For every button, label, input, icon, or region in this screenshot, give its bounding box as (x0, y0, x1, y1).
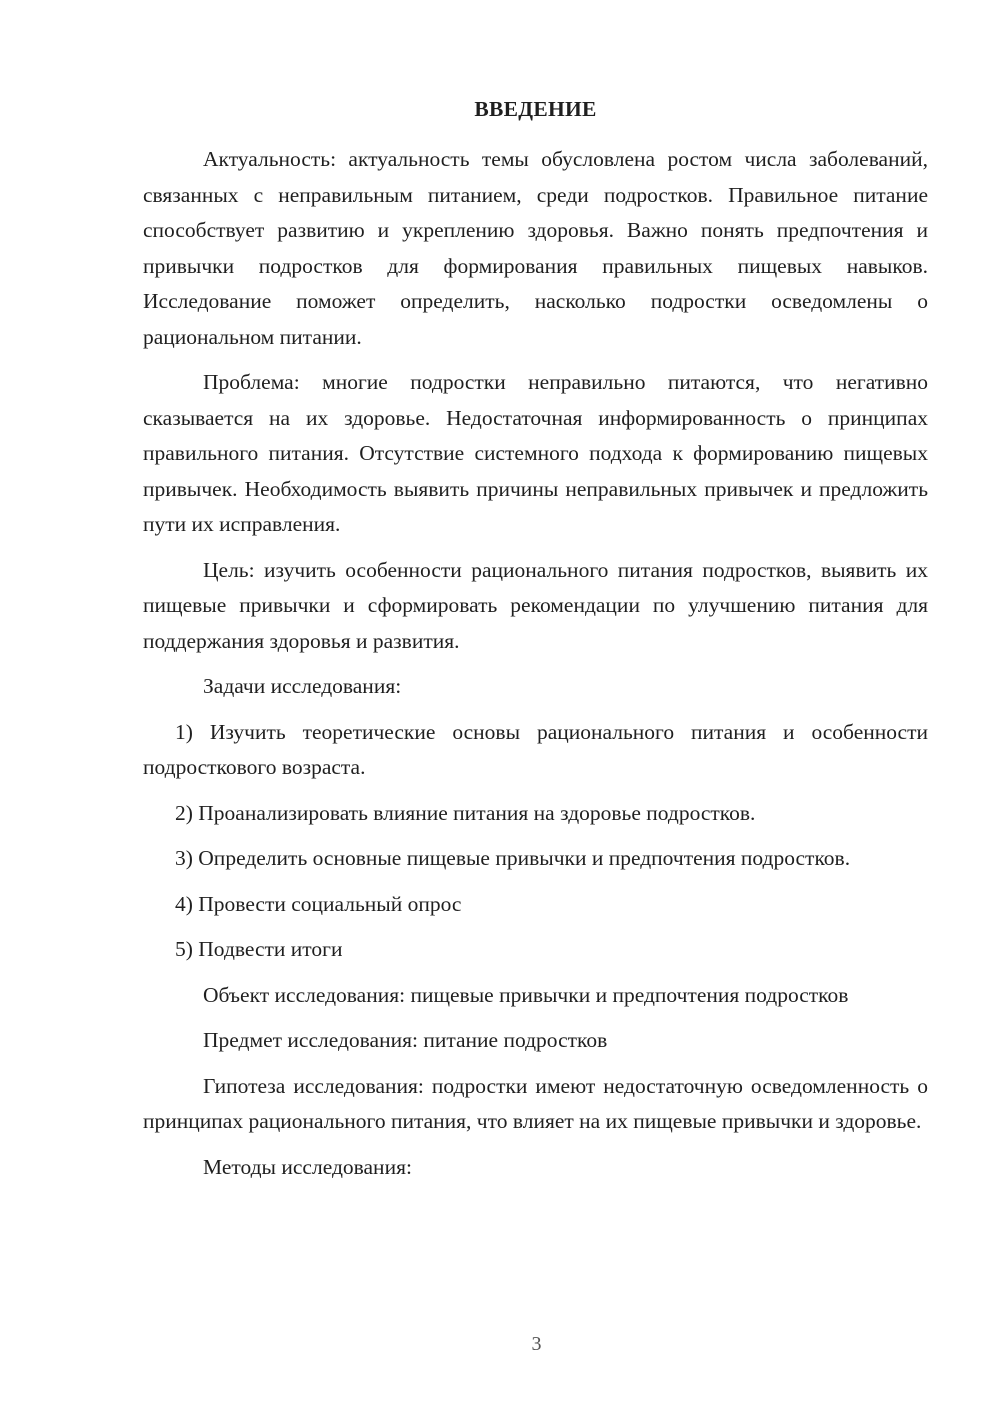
task-item: 4) Провести социальный опрос (175, 891, 462, 916)
relevance-paragraph: Актуальность: актуальность темы обусловлена ростом числа заболеваний, связанных с неправильным питанием, среди подростков. Правильное питание способствует развитию и укреплению здоровья. Важно понять предпочтения и привычки подростков для формирования правильных пищевых навыков. Исследование поможет определить, насколько подростки осведомлены о рациональном питании. (143, 147, 928, 349)
page-number: 3 (531, 1333, 542, 1355)
problem-paragraph: Проблема: многие подростки неправильно питаются, что негативно сказывается на их здоровье. Недостаточная информированность о принципах правильного питания. Отсутствие системного подхода к формированию пищевых привычек. Необходимость выявить причины неправильных привычек и предложить пути их исправления. (143, 370, 928, 536)
task-item: 5) Подвести итоги (175, 937, 343, 961)
subject-paragraph: Предмет исследования: питание подростков (203, 1028, 608, 1052)
section-title: ВВЕДЕНИЕ (474, 97, 597, 121)
hypothesis-paragraph: Гипотеза исследования: подростки имеют недостаточную осведомленность о принципах рационального питания, что влияет на их пищевые привычки и здоровье. (143, 1073, 928, 1133)
task-item: 2) Проанализировать влияние питания на здоровье подростков. (175, 800, 756, 825)
task-item: 3) Определить основные пищевые привычки и предпочтения подростков. (175, 846, 851, 870)
goal-paragraph: Цель: изучить особенности рационального питания подростков, выявить их пищевые привычки и сформировать рекомендации по улучшению питания для поддержания здоровья и развития. (143, 557, 928, 653)
task-item: 1) Изучить теоретические основы рационального питания и особенности подросткового возраста. (143, 719, 928, 779)
page-content (143, 92, 928, 1195)
methods-heading: Методы исследования: (203, 1154, 412, 1179)
object-paragraph: Объект исследования: пищевые привычки и предпочтения подростков (203, 982, 849, 1007)
tasks-heading: Задачи исследования: (203, 674, 402, 698)
